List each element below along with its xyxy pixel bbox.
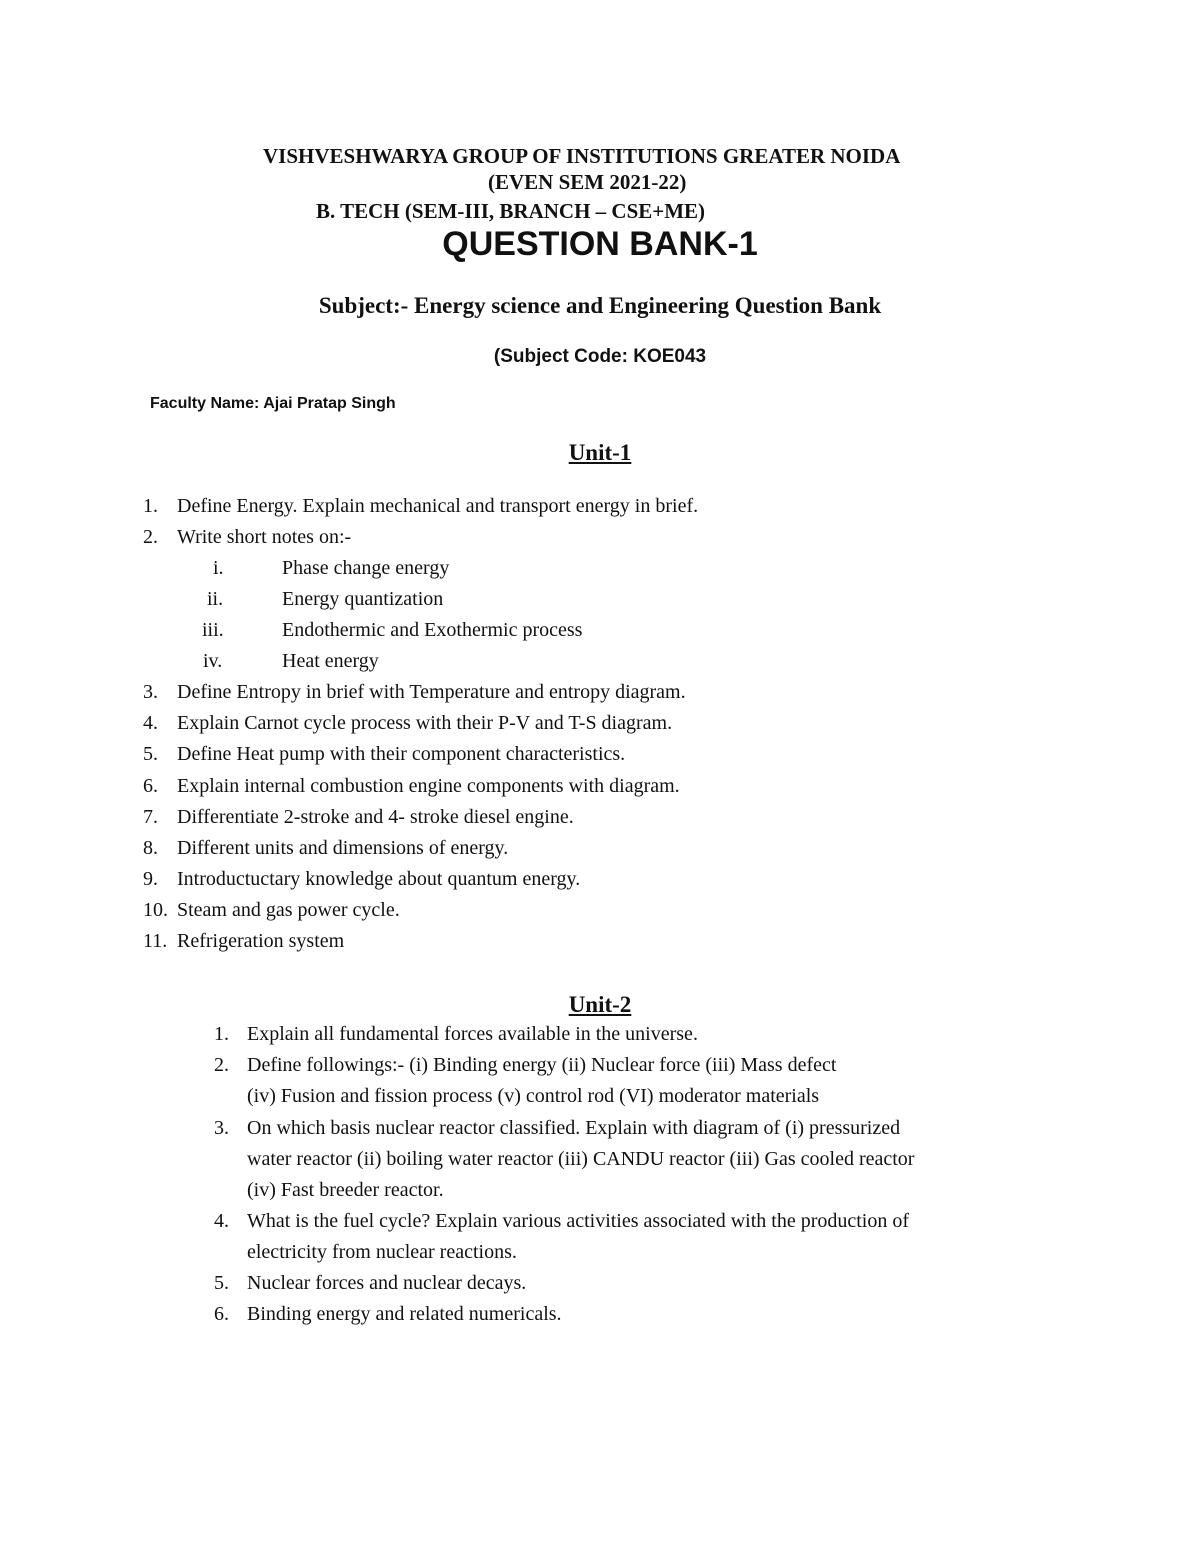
list-item: 3. Define Entropy in brief with Temperature and entropy diagram. (143, 681, 686, 703)
subject-line: Subject:- Energy science and Engineering Question Bank (318, 293, 882, 318)
list-item: 6. Binding energy and related numericals. (214, 1303, 562, 1325)
list-item: 5. Define Heat pump with their component characteristics. (143, 743, 626, 765)
list-item: 2. Write short notes on:- (143, 526, 352, 548)
unit-1-heading: Unit-1 (568, 440, 632, 465)
sub-list-item: i. Phase change energy (213, 557, 450, 579)
list-item: 3. On which basis nuclear reactor classified. Explain with diagram of (i) pressurized (214, 1117, 901, 1139)
list-item: 7. Differentiate 2-stroke and 4- stroke diesel engine. (143, 806, 574, 828)
list-item: 1. Explain all fundamental forces available in the universe. (214, 1023, 698, 1045)
list-item-continuation: (iv) Fusion and fission process (v) control rod (VI) moderator materials (247, 1085, 820, 1107)
semester-line: (EVEN SEM 2021-22) (488, 170, 687, 194)
list-item: 6. Explain internal combustion engine components with diagram. (143, 775, 680, 797)
list-item: 8. Different units and dimensions of energy. (143, 837, 509, 859)
list-item-continuation: water reactor (ii) boiling water reactor (iii) CANDU reactor (iii) Gas cooled reactor (247, 1148, 915, 1170)
page-title: QUESTION BANK-1 (442, 225, 758, 263)
sub-list-item: iii. Endothermic and Exothermic process (202, 619, 583, 641)
list-item: 4. Explain Carnot cycle process with their P-V and T-S diagram. (143, 712, 673, 734)
list-item: 1. Define Energy. Explain mechanical and transport energy in brief. (143, 495, 699, 517)
list-item: 2. Define followings:- (i) Binding energy (ii) Nuclear force (iii) Mass defect (214, 1054, 837, 1076)
course-line: B. TECH (SEM-III, BRANCH – CSE+ME) (316, 199, 706, 223)
sub-list-item: iv. Heat energy (203, 650, 379, 672)
faculty-name: Faculty Name: Ajai Pratap Singh (150, 395, 396, 412)
sub-list-item: ii. Energy quantization (207, 588, 444, 610)
list-item: 10. Steam and gas power cycle. (143, 899, 400, 921)
list-item-continuation: (iv) Fast breeder reactor. (247, 1179, 444, 1201)
list-item: 11. Refrigeration system (143, 930, 345, 952)
institution-name: VISHVESHWARYA GROUP OF INSTITUTIONS GREATER NOIDA (263, 144, 901, 168)
subject-code: (Subject Code: KOE043 (493, 346, 707, 367)
unit-2-heading: Unit-2 (568, 992, 632, 1017)
list-item: 5. Nuclear forces and nuclear decays. (214, 1272, 527, 1294)
list-item-continuation: electricity from nuclear reactions. (247, 1241, 517, 1263)
list-item: 9. Introductuctary knowledge about quantum energy. (143, 868, 581, 890)
list-item: 4. What is the fuel cycle? Explain various activities associated with the production of (214, 1210, 910, 1232)
